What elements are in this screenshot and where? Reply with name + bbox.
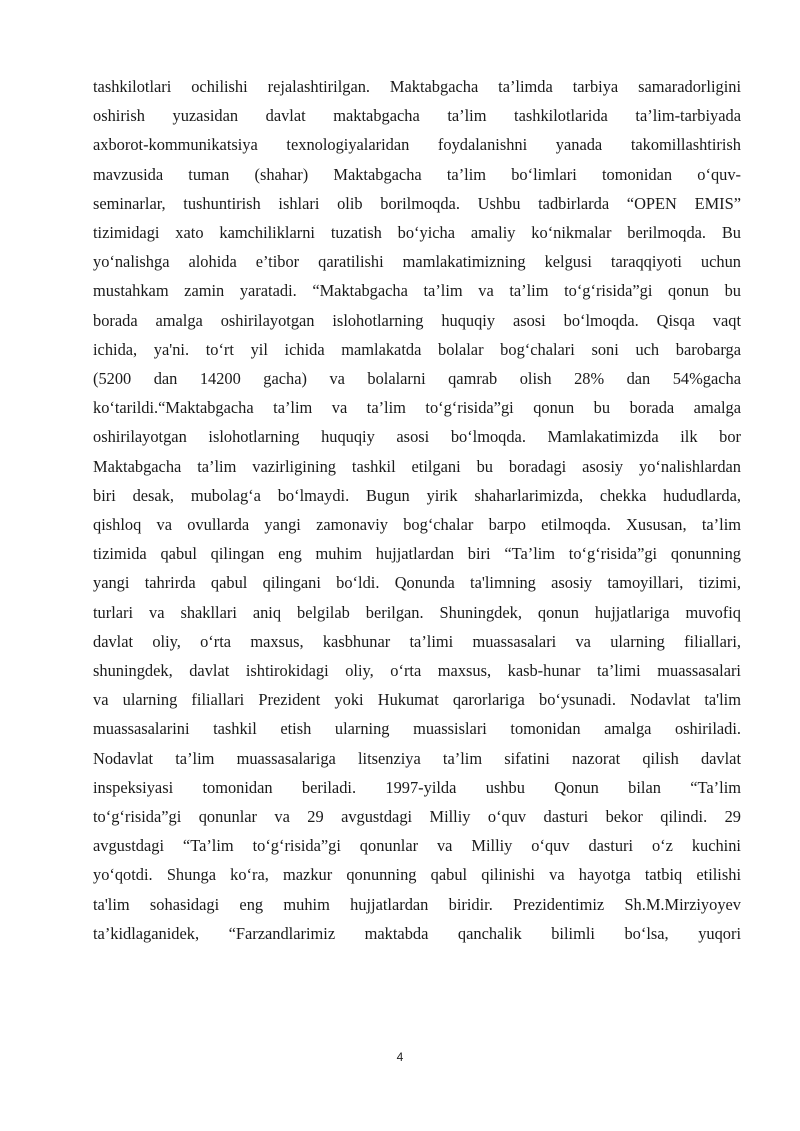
text-line: muassasalarini tashkil etish ularning muassislari tomonidan amalga oshiriladi. [93, 719, 741, 739]
text-line: va ularning filiallari Prezident yoki Hukumat qarorlariga bo‘ysunadi. Nodavlat ta'lim [93, 690, 741, 710]
text-line: yangi tahrirda qabul qilingani bo‘ldi. Qonunda ta'limning asosiy tamoyillari, tizimi, [93, 573, 741, 593]
text-line: mavzusida tuman (shahar) Maktabgacha ta’lim bo‘limlari tomonidan o‘quv- [93, 164, 741, 184]
text-line: yo‘nalishga alohida e’tibor qaratilishi mamlakatimizning kelgusi taraqqiyoti uchun [93, 252, 741, 272]
body-paragraph [93, 72, 741, 948]
text-line: oshirilayotgan islohotlarning huquqiy asosi bo‘lmoqda. Mamlakatimizda ilk bor [93, 427, 741, 447]
text-line: inspeksiyasi tomonidan beriladi. 1997-yilda ushbu Qonun bilan “Ta’lim [93, 777, 741, 797]
text-line: ta’kidlaganidek, “Farzandlarimiz maktabda qanchalik bilimli bo‘lsa, yuqori [93, 923, 741, 943]
text-line: tashkilotlari ochilishi rejalashtirilgan. Maktabgacha ta’limda tarbiya samaradorligini [93, 77, 741, 96]
text-line: qishloq va ovullarda yangi zamonaviy bog‘chalar barpo etilmoqda. Xususan, ta’lim [93, 515, 741, 535]
text-line: axborot-kommunikatsiya texnologiyalaridan foydalanishni yanada takomillashtirish [93, 135, 741, 155]
text-line: turlari va shakllari aniq belgilab berilgan. Shuningdek, qonun hujjatlariga muvofiq [93, 602, 741, 622]
text-line: ta'lim sohasidagi eng muhim hujjatlardan biridir. Prezidentimiz Sh.M.Mirziyoyev [93, 894, 741, 914]
text-line: mustahkam zamin yaratadi. “Maktabgacha ta’lim va ta’lim to‘g‘risida”gi qonun bu [93, 281, 741, 301]
text-line: yo‘qotdi. Shunga ko‘ra, mazkur qonunning qabul qilinishi va hayotga tatbiq etilishi [93, 865, 741, 885]
text-line: Nodavlat ta’lim muassasalariga litsenziya ta’lim sifatini nazorat qilish davlat [93, 748, 741, 768]
text-line: tizimida qabul qilingan eng muhim hujjatlardan biri “Ta’lim to‘g‘risida”gi qonunning [93, 544, 741, 564]
text-line: shuningdek, davlat ishtirokidagi oliy, o‘rta maxsus, kasb-hunar ta’limi muassasalari [93, 661, 741, 681]
text-line: biri desak, mubolag‘a bo‘lmaydi. Bugun yirik shaharlarimizda, chekka hududlarda, [93, 485, 741, 505]
text-line: (5200 dan 14200 gacha) va bolalarni qamrab olish 28% dan 54%gacha [93, 369, 741, 389]
text-line: seminarlar, tushuntirish ishlari olib borilmoqda. Ushbu tadbirlarda “OPEN EMIS” [93, 193, 741, 213]
text-line: ko‘tarildi.“Maktabgacha ta’lim va ta’lim to‘g‘risida”gi qonun bu borada amalga [93, 398, 741, 418]
text-line: oshirish yuzasidan davlat maktabgacha ta’lim tashkilotlarida ta’lim-tarbiyada [93, 106, 741, 126]
text-line: ichida, ya'ni. to‘rt yil ichida mamlakatda bolalar bog‘chalari soni uch barobarga [93, 339, 741, 359]
text-line: borada amalga oshirilayotgan islohotlarning huquqiy asosi bo‘lmoqda. Qisqa vaqt [93, 310, 741, 330]
text-line: to‘g‘risida”gi qonunlar va 29 avgustdagi Milliy o‘quv dasturi bekor qilindi. 29 [93, 807, 741, 827]
text-line: Maktabgacha ta’lim vazirligining tashkil etilgani bu boradagi asosiy yo‘nalishlardan [93, 456, 741, 476]
text-line: davlat oliy, o‘rta maxsus, kasbhunar ta’limi muassasalari va ularning filiallari, [93, 631, 741, 651]
page-number: 4 [396, 1050, 404, 1064]
text-line: tizimidagi xato kamchiliklarni tuzatish bo‘yicha amaliy ko‘nikmalar berilmoqda. Bu [93, 223, 741, 243]
text-line: avgustdagi “Ta’lim to‘g‘risida”gi qonunlar va Milliy o‘quv dasturi o‘z kuchini [93, 836, 741, 856]
